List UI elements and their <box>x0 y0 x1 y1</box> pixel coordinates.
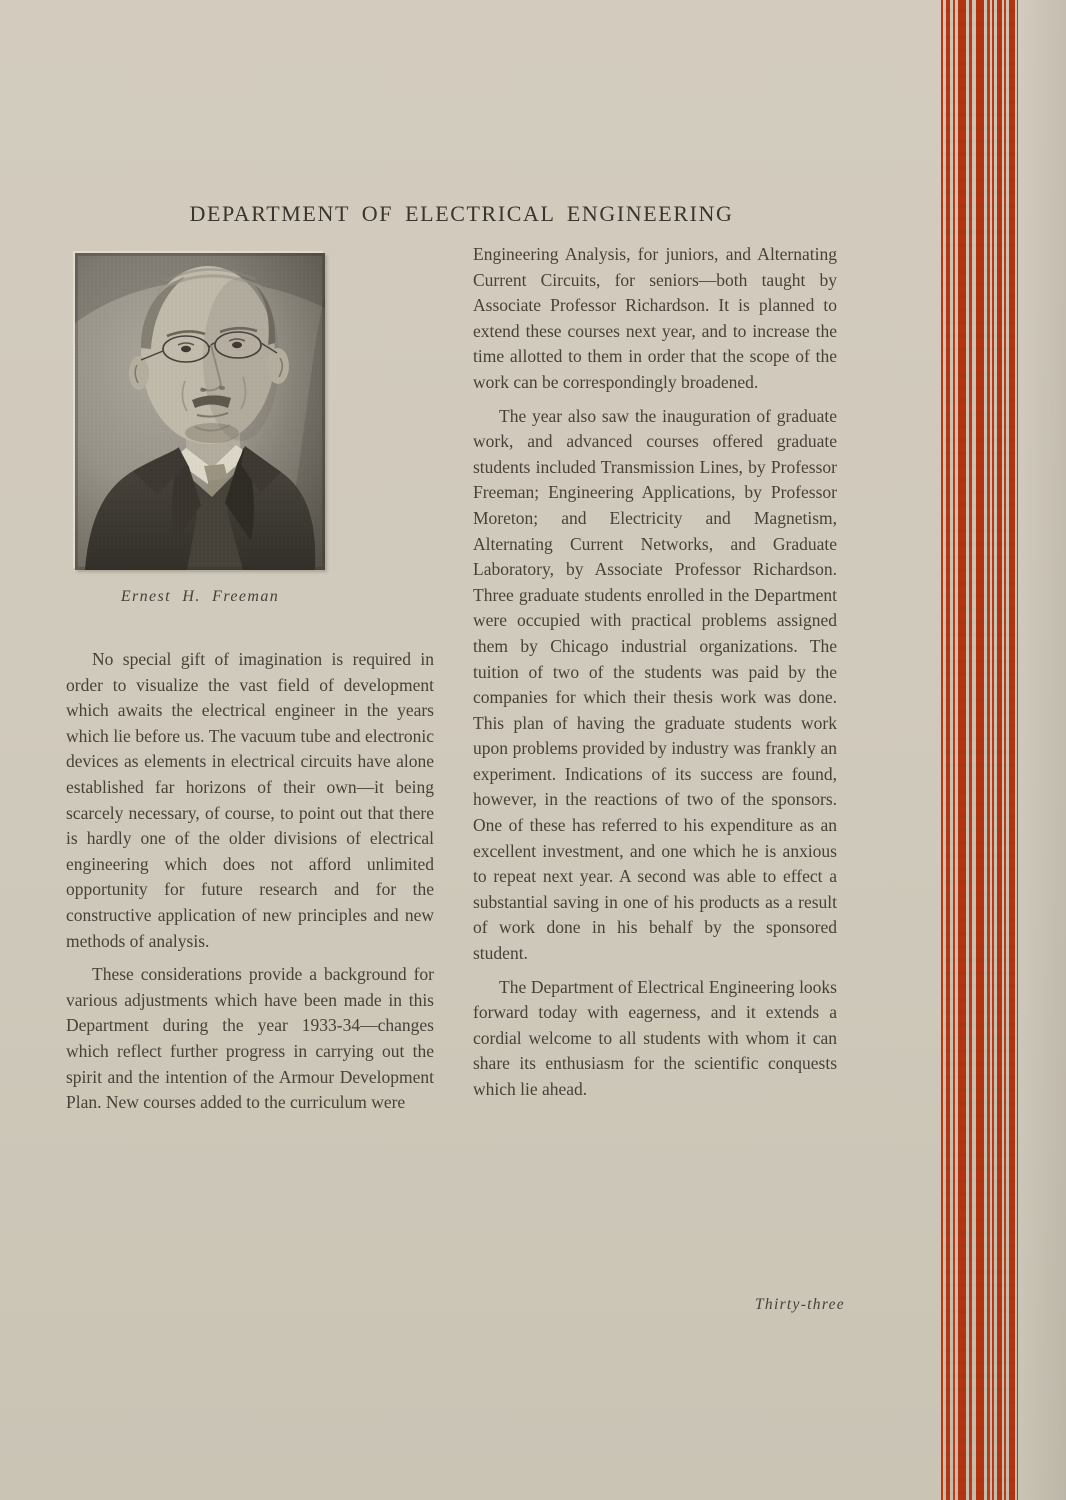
portrait-illustration <box>75 253 325 570</box>
paragraph: The year also saw the inauguration of graduate work, and advanced courses offered graduate students included Transmission Lines, by Professor Freeman; Engineering Applications, by Professor Moreton; and Electricity and Magnetism, Alternating Current Networks, and Graduate Laboratory, by Associate Professor Richardson. Three graduate students enrolled in the Department were occupied with practical problems assigned them by Chicago industrial organizations. The tuition of two of the students was paid by the companies for which their thesis work was done. This plan of having the graduate students work upon problems provided by industry was frankly an experiment. Indications of its success are found, however, in the reactions of two of the sponsors. One of these has referred to his expenditure as an excellent investment, and one which he is anxious to repeat next year. A second was able to effect a substantial saving in one of his products as a result of work done in his behalf by the sponsored student. <box>473 405 837 964</box>
portrait-photo <box>75 253 325 570</box>
page-title: DEPARTMENT OF ELECTRICAL ENGINEERING <box>189 201 734 226</box>
page-edge-shading <box>1018 0 1066 1500</box>
paragraph: No special gift of imagination is required in order to visualize the vast field of development which awaits the electrical engineer in the years which lie before us. The vacuum tube and electronic devices as elements in electrical circuits have alone established far horizons of their own—it being scarcely necessary, of course, to point out that there is hardly one of the older divisions of electrical engineering which does not afford unlimited opportunity for future research and for the constructive application of new principles and new methods of analysis. <box>66 649 434 951</box>
paragraph: The Department of Electrical Engineering looks forward today with eagerness, and it extends a cordial welcome to all students with whom it can share its enthusiasm for the scientific conquests which lie ahead. <box>473 976 837 1099</box>
right-column <box>473 242 837 1111</box>
paragraph: These considerations provide a background for various adjustments which have been made in this Department during the year 1933-34—changes which reflect further progress in carrying out the spirit and the intention of the Armour Development Plan. New courses added to the curriculum were <box>66 964 434 1113</box>
paragraph: Engineering Analysis, for juniors, and Alternating Current Circuits, for seniors—both taught by Associate Professor Richardson. It is planned to extend these courses next year, and to increase the time allotted to them in order that the scope of the work can be correspondingly broadened. <box>473 244 837 392</box>
decorative-stripe-border <box>941 0 1018 1500</box>
photo-caption: Ernest H. Freeman <box>120 588 280 605</box>
page-number: Thirty-three <box>755 1296 845 1313</box>
left-column <box>66 647 434 1124</box>
